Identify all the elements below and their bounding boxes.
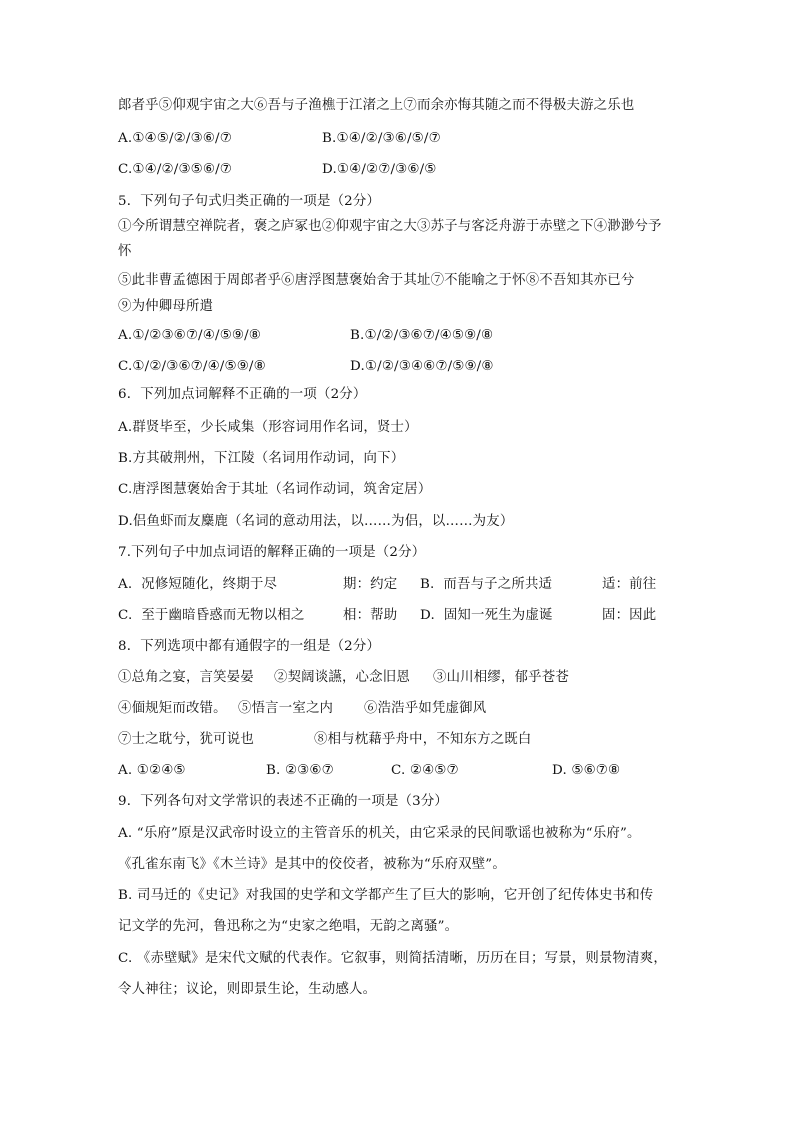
q9-option-b-line1: B. 司马迁的《史记》对我国的史学和文学都产生了巨大的影响，它开创了纪传体史书和传 (118, 888, 654, 903)
q7-title: 7.下列句子中加点词语的解释正确的一项是（2分） (118, 545, 426, 560)
q5-option-c: C.①/②/③⑥⑦/④/⑤⑨/⑧ (118, 359, 266, 374)
q9-option-a-line2: 《孔雀东南飞》《木兰诗》是其中的佼佼者，被称为“乐府双壁”。 (118, 857, 506, 872)
q8-option-a: A. ①②④⑤ (118, 763, 186, 778)
q6-option-d: D.侣鱼虾而友麋鹿（名词的意动用法，以……为侣，以……为友） (118, 514, 514, 529)
q7-option-a-gloss: 期：约定 (343, 577, 398, 592)
q7-option-b-sentence: B. 而吾与子之所共适 (420, 577, 553, 592)
q8-sentence-4: ④偭规矩而改错。 (118, 701, 227, 716)
q5-sentences-3: ⑤此非曹孟德困于周郎者乎⑥唐浮图慧褒始舍于其址⑦不能喻之于怀⑧不吾知其亦已兮 (118, 273, 635, 288)
q9-option-a-line1: A. “乐府”原是汉武帝时设立的主管音乐的机关，由它采录的民间歌谣也被称为“乐府”。 (118, 826, 641, 841)
q7-option-a-sentence: A. 况修短随化，终期于尽 (118, 577, 278, 592)
q9-option-c-line2: 令人神往；议论，则即景生论，生动感人。 (118, 982, 377, 997)
q7-option-c-sentence: C. 至于幽暗昏惑而无物以相之 (118, 608, 305, 623)
q8-option-d: D. ⑤⑥⑦⑧ (552, 763, 621, 778)
q5-sentences-4: ⑨为仲卿母所遣 (118, 299, 214, 314)
q8-option-c: C. ②④⑤⑦ (391, 763, 459, 778)
q8-option-b: B. ②③⑥⑦ (266, 763, 334, 778)
q8-sentence-8: ⑧相与枕藉乎舟中，不知东方之既白 (314, 732, 532, 747)
q4-option-c: C.①④/②/③⑤⑥/⑦ (118, 162, 232, 177)
q7-option-b-gloss: 适：前往 (602, 577, 657, 592)
q6-title: 6．下列加点词解释不正确的一项（2分） (118, 387, 367, 402)
q6-option-a: A.群贤毕至，少长咸集（形容词用作名词，贤士） (118, 420, 418, 435)
q7-option-c-gloss: 相：帮助 (343, 608, 398, 623)
q5-option-b: B.①/②/③⑥⑦/④⑤⑨/⑧ (350, 328, 494, 343)
q8-sentence-1: ①总角之宴，言笑晏晏 (118, 670, 254, 685)
q7-option-d-sentence: D. 固知一死生为虚诞 (420, 608, 553, 623)
q7-option-d-gloss: 固：因此 (602, 608, 657, 623)
q6-option-b: B.方其破荆州，下江陵（名词用作动词，向下） (118, 451, 405, 466)
q8-sentence-6: ⑥浩浩乎如凭虚御风 (364, 701, 487, 716)
q9-option-b-line2: 记文学的先河，鲁迅称之为“史家之绝唱，无韵之离骚”。 (118, 919, 459, 934)
q8-sentence-5: ⑤悟言一室之内 (238, 701, 334, 716)
q9-title: 9．下列各句对文学常识的表述不正确的一项是（3分） (118, 794, 449, 809)
q5-sentences-2: 怀 (118, 244, 132, 259)
q8-sentence-3: ③山川相缪，郁乎苍苍 (433, 670, 569, 685)
q4-option-a: A.①④⑤/②/③⑥/⑦ (118, 131, 232, 146)
q4-option-d: D.①④/②⑦/③⑥/⑤ (322, 162, 437, 177)
q8-sentence-7: ⑦士之耽兮，犹可说也 (118, 732, 254, 747)
q9-option-c-line1: C. 《赤壁赋》是宋代文赋的代表作。它叙事，则简括清晰，历历在目；写景，则景物清爽， (118, 951, 667, 966)
q5-sentences-1: ①今所谓慧空禅院者，褒之庐冢也②仰观宇宙之大③苏子与客泛舟游于赤壁之下④渺渺兮予 (118, 219, 662, 234)
passage-continuation: 郎者乎⑤仰观宇宙之大⑥吾与子渔樵于江渚之上⑦而余亦悔其随之而不得极夫游之乐也 (118, 98, 635, 113)
q4-option-b: B.①④/②/③⑥/⑤/⑦ (322, 131, 441, 146)
q8-title: 8．下列选项中都有通假字的一组是（2分） (118, 639, 381, 654)
q5-option-d: D.①/②/③④⑥⑦/⑤⑨/⑧ (350, 359, 494, 374)
q6-option-c: C.唐浮图慧褒始舍于其址（名词作动词，筑舍定居） (118, 482, 432, 497)
q5-option-a: A.①/②③⑥⑦/④/⑤⑨/⑧ (118, 328, 262, 343)
q8-sentence-2: ②契阔谈讌，心念旧恩 (274, 670, 410, 685)
q5-title: 5．下列句子句式归类正确的一项是（2分） (118, 194, 381, 209)
